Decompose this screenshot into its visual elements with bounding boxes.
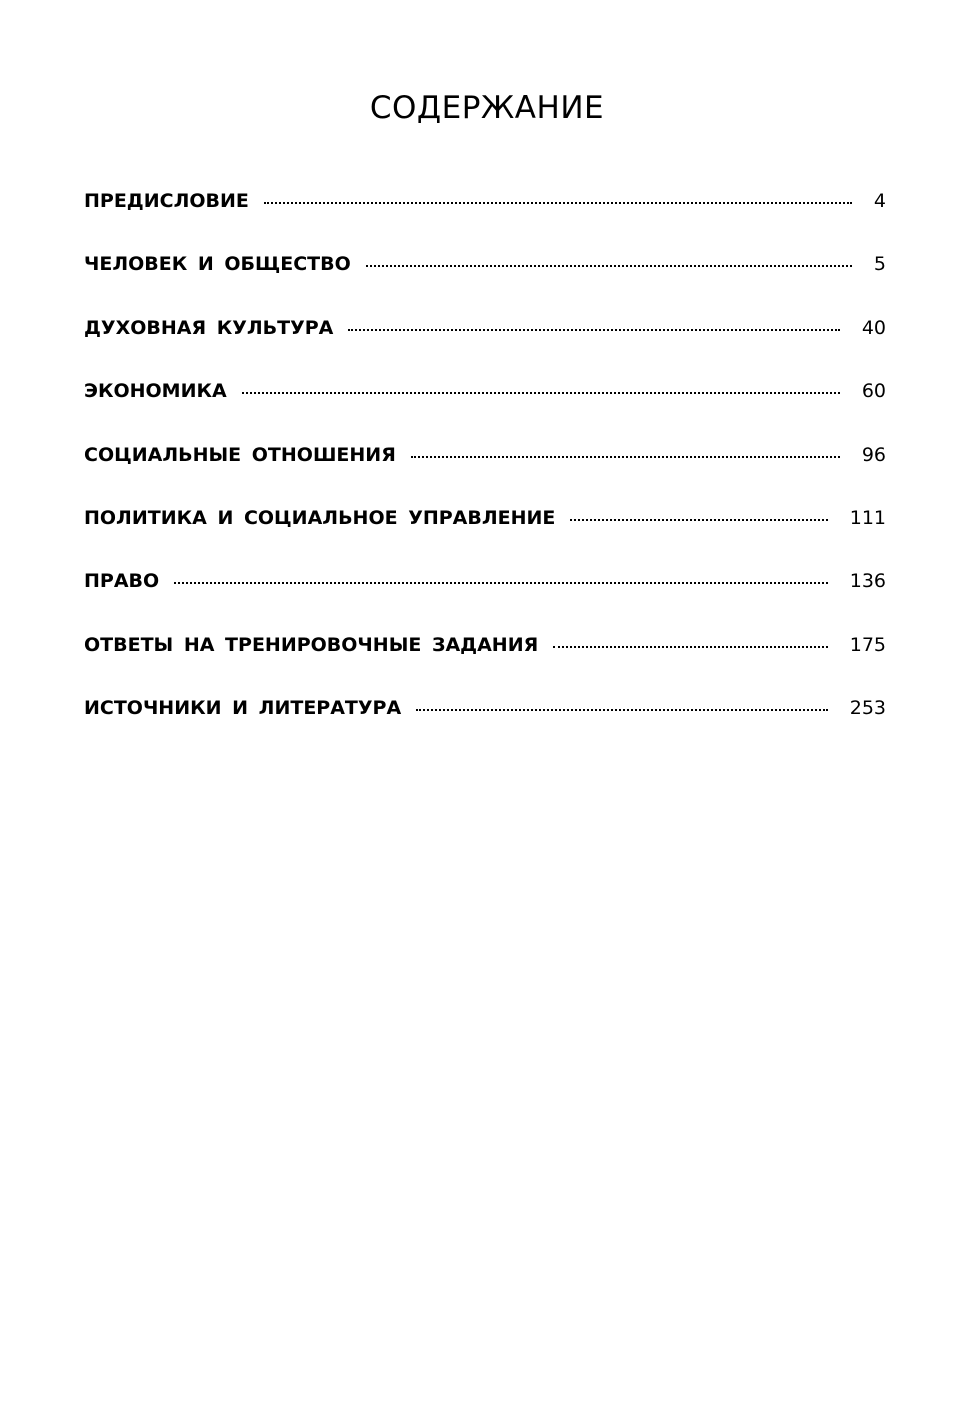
toc-entry-page-number: 175 [849, 633, 886, 656]
toc-entry-page-number: 40 [861, 316, 886, 339]
toc-entry-page-number: 253 [849, 697, 886, 720]
dot-leader [264, 202, 852, 204]
toc-entry-title: СОЦИАЛЬНЫЕ ОТНОШЕНИЯ [84, 443, 396, 466]
dot-leader [416, 709, 828, 711]
toc-entry[interactable] [84, 507, 886, 570]
toc-entry[interactable] [84, 190, 886, 253]
toc-entry[interactable] [84, 380, 886, 443]
dot-leader [570, 519, 827, 521]
toc-entry-page-number: 5 [873, 253, 886, 276]
toc-entry[interactable] [84, 444, 886, 507]
toc-entry-page-number: 136 [849, 570, 886, 593]
toc-entry-title: ОТВЕТЫ НА ТРЕНИРОВОЧНЫЕ ЗАДАНИЯ [84, 633, 539, 656]
page-title: СОДЕРЖАНИЕ [369, 90, 605, 126]
toc-entry[interactable] [84, 634, 886, 697]
table-of-contents [84, 190, 886, 761]
toc-entry-title: ЭКОНОМИКА [84, 380, 227, 403]
toc-entry[interactable] [84, 570, 886, 633]
toc-entry-page-number: 96 [861, 443, 886, 466]
dot-leader [366, 265, 852, 267]
toc-entry[interactable] [84, 253, 886, 316]
toc-entry-title: ИСТОЧНИКИ И ЛИТЕРАТУРА [84, 697, 402, 720]
toc-entry-page-number: 4 [873, 190, 886, 212]
toc-entry-title: ПРЕДИСЛОВИЕ [84, 190, 249, 212]
dot-leader [242, 392, 840, 394]
toc-entry-page-number: 111 [849, 506, 886, 529]
toc-entry-title: ЧЕЛОВЕК И ОБЩЕСТВО [84, 253, 351, 276]
toc-entry[interactable] [84, 697, 886, 760]
toc-entry-title: ДУХОВНАЯ КУЛЬТУРА [84, 316, 334, 339]
dot-leader [174, 582, 828, 584]
dot-leader [348, 329, 839, 331]
toc-entry-title: ПРАВО [84, 570, 160, 593]
toc-entry[interactable] [84, 317, 886, 380]
dot-leader [411, 456, 840, 458]
toc-entry-page-number: 60 [861, 380, 886, 403]
dot-leader [553, 646, 828, 648]
toc-entry-title: ПОЛИТИКА И СОЦИАЛЬНОЕ УПРАВЛЕНИЕ [84, 506, 556, 529]
